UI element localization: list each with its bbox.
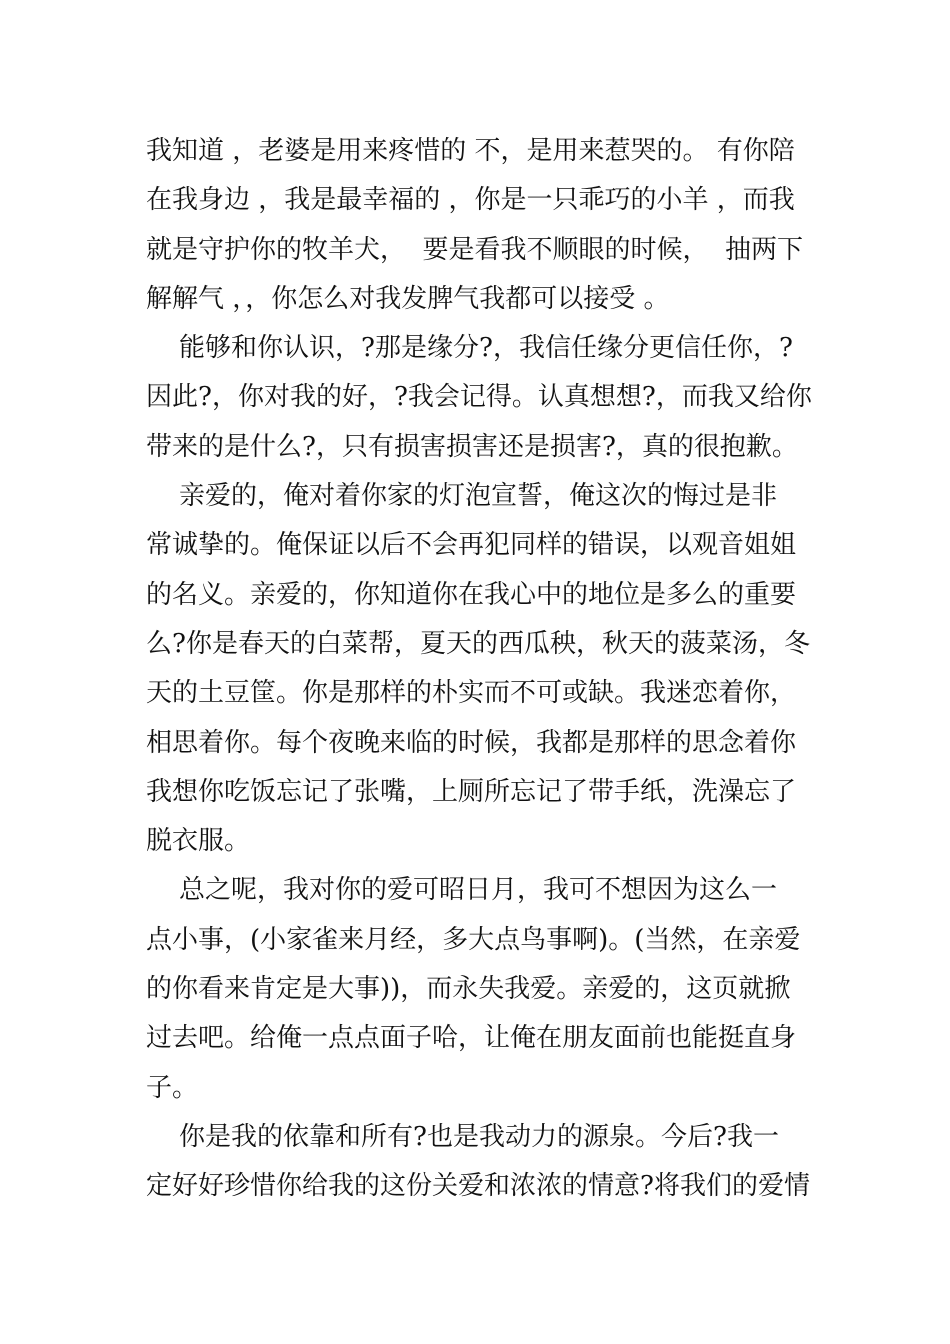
text-line: 子。 [146, 1072, 199, 1103]
paragraph [146, 324, 816, 472]
text-line: 定好好珍惜你给我的这份关爱和浓浓的情意?将我们的爱情 [146, 1171, 810, 1202]
text-line: 点小事，(小家雀来月经，多大点鸟事啊)。(当然，在亲爱 [146, 924, 801, 955]
text-line: 就是守护你的牧羊犬， 要是看我不顺眼的时候， 抽两下 [146, 234, 804, 265]
text-line: 解解气 ，，你怎么对我发脾气我都可以接受 。 [146, 283, 670, 314]
text-line: 常诚挚的。俺保证以后不会再犯同样的错误，以观音姐姐 [146, 530, 797, 561]
text-line: 我想你吃饭忘记了张嘴，上厕所忘记了带手纸，洗澡忘了 [146, 776, 797, 807]
body-text [146, 127, 816, 1212]
text-line: 亲爱的，俺对着你家的灯泡宣誓，俺这次的悔过是非 [146, 481, 778, 512]
paragraph [146, 866, 816, 1112]
text-line: 因此?，你对我的好，?我会记得。认真想想?，而我又给你 [146, 382, 812, 413]
text-line: 脱衣服。 [146, 826, 251, 857]
text-line: 天的土豆筐。你是那样的朴实而不可或缺。我迷恋着你， [146, 678, 797, 709]
text-line: 的你看来肯定是大事))，而永失我爱。亲爱的，这页就掀 [146, 974, 791, 1005]
text-line: 我知道 ，老婆是用来疼惜的 不，是用来惹哭的。 有你陪 [146, 136, 795, 166]
paragraph [146, 1113, 816, 1212]
paragraph [146, 472, 816, 866]
text-line: 在我身边 ，我是最幸福的 ，你是一只乖巧的小羊 ，而我 [146, 185, 795, 216]
text-line: 能够和你认识，?那是缘分?，我信任缘分更信任你，? [146, 333, 793, 364]
text-line: 么?你是春天的白菜帮，夏天的西瓜秧，秋天的菠菜汤，冬 [146, 628, 810, 659]
text-line: 带来的是什么?，只有损害损害还是损害?，真的很抱歉。 [146, 431, 798, 462]
paragraph [146, 127, 816, 324]
text-line: 相思着你。每个夜晚来临的时候，我都是那样的思念着你 [146, 727, 797, 758]
text-line: 总之呢，我对你的爱可昭日月，我可不想因为这么一 [146, 875, 778, 906]
text-line: 过去吧。给俺一点点面子哈，让俺在朋友面前也能挺直身 [146, 1023, 797, 1054]
text-line: 的名义。亲爱的，你知道你在我心中的地位是多么的重要 [146, 579, 797, 610]
text-line: 你是我的依靠和所有?也是我动力的源泉。今后?我一 [146, 1121, 779, 1152]
